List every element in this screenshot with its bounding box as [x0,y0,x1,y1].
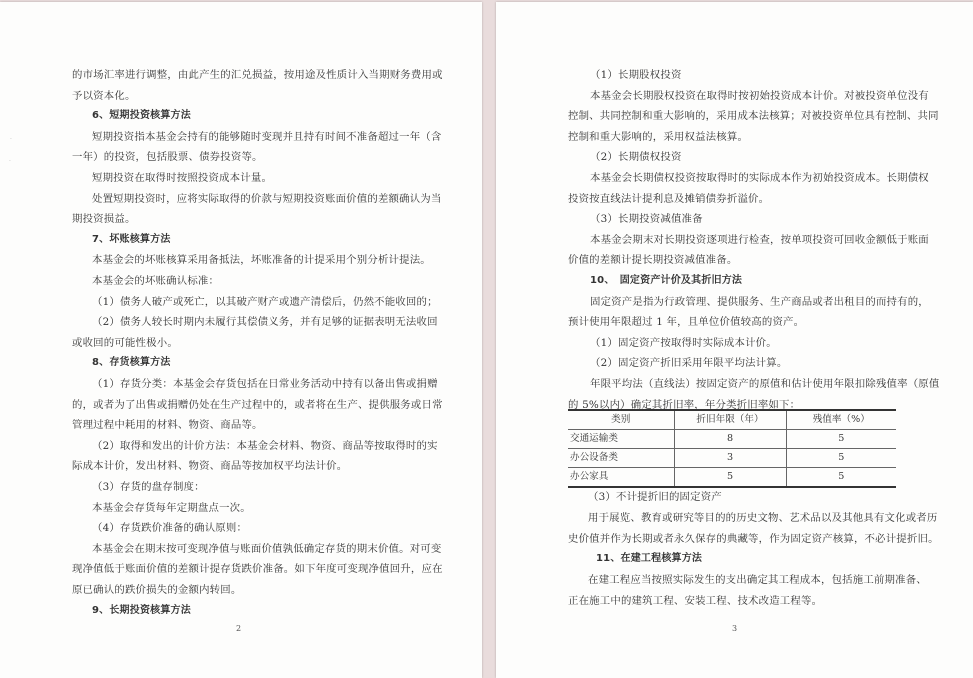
paragraph-line: （4）存货跌价准备的确认原则： [92,522,248,535]
table-row [568,449,896,468]
paragraph-line: 本基金会的坏账确认标准： [92,275,220,287]
paragraph-line: 在建工程应当按照实际发生的支出确定其工程成本，包括施工前期准备、 [588,574,927,587]
paragraph-line: 史价值并作为长期或者永久保存的典藏等，作为固定资产核算，不必计提折旧。 [568,532,939,545]
paragraph-line: 控制、共同控制和重大影响的，采用成本法核算；对被投资单位具有控制、共同 [568,110,939,123]
paragraph-line: 一年）的投资，包括股票、债券投资等。 [72,151,263,164]
paragraph-line: （1）存货分类：本基金会存货包括在日常业务活动中持有以备出售或捐赠 [92,378,438,390]
paragraph-line: 的，或者为了出售或捐赠仍处在生产过程中的，或者将在生产、提供服务或日常 [72,398,443,411]
paragraph-line: 处置短期投资时，应将实际取得的价款与短期投资账面价值的差额确认为当 [92,192,442,205]
table-header-cell: 残值率（%） [786,410,896,430]
paragraph-line: （1）债务人破产或死亡，以其破产财产或遗产清偿后，仍然不能收回的； [92,295,438,308]
paragraph-line: （1）固定资产按取得时实际成本计价。 [590,336,777,349]
page-number: 2 [236,624,242,633]
paragraph-line: 本基金会在期末按可变现净值与账面价值孰低确定存货的期末价值。对可变 [92,542,442,555]
table-row [568,430,896,449]
paragraph-line: 管理过程中耗用的材料、物资、商品等。 [72,419,263,432]
table-cell: 交通运输类 [568,430,674,449]
paragraph-line: 用于展览、教育或研究等目的的历史文物、艺术品以及其他具有文化或者历 [588,511,938,524]
paragraph-line: 现净值低于账面价值的差额计提存货跌价准备。如下年度可变现净值回升，应在 [72,563,443,576]
paragraph-line: 预计使用年限超过 1 年，且单位价值较高的资产。 [568,316,805,329]
paragraph-line: 原已确认的跌价损失的金额内转回。 [72,584,242,596]
paragraph-line: 固定资产是指为行政管理、提供服务、生产商品或者出租目的而持有的， [590,295,929,308]
paragraph-line: 短期投资指本基金会持有的能够随时变现并且持有时间不准备超过一年（含 [92,130,442,143]
paragraph-line: 本基金会长期债权投资按取得时的实际成本作为初始投资成本。长期债权 [590,172,929,184]
section-heading: 6、短期投资核算方法 [92,110,191,122]
paragraph-line: 本基金会长期股权投资在取得时按初始投资成本计价。对被投资单位没有 [590,89,929,102]
table-cell: 5 [674,468,786,488]
section-heading: 9、长期投资核算方法 [92,604,191,616]
paragraph-line: （3）不计提折旧的固定资产 [588,491,722,503]
paragraph-line: （2）债务人较长时期内未履行其偿债义务，并有足够的证据表明无法收回 [92,316,438,329]
paragraph-line: 短期投资在取得时按照投资成本计量。 [92,172,273,184]
document-page-2 [0,2,482,678]
paragraph-line: （2）固定资产折旧采用年限平均法计算。 [590,357,788,370]
paragraph-line: 控制和重大影响的，采用权益法核算。 [568,130,749,143]
table-cell: 办公家具 [568,468,674,488]
paragraph-line: （1）长期股权投资 [590,69,682,81]
paragraph-line: 本基金会的坏账核算采用备抵法，坏账准备的计提采用个别分析计提法。 [92,254,431,267]
paragraph-line: （2）长期债权投资 [590,151,682,164]
table-cell: 5 [786,449,896,468]
document-page-3 [496,2,973,678]
section-heading: 7、坏账核算方法 [92,233,171,245]
paragraph-line: 投资按直线法计提利息及摊销债券折溢价。 [568,192,770,205]
section-heading: 10、 固定资产计价及其折旧方法 [590,275,743,286]
scan-mark: · [9,158,11,165]
section-heading: 11、在建工程核算方法 [596,553,703,565]
page-number: 3 [732,624,738,633]
section-heading: 8、存货核算方法 [92,357,171,369]
paragraph-line: 期投资损益。 [72,213,136,226]
paragraph-line: 本基金会存货每年定期盘点一次。 [92,501,251,514]
paragraph-line: 予以资本化。 [72,89,136,102]
paragraph-line: （3）长期投资减值准备 [590,213,703,226]
paragraph-line: 年限平均法（直线法）按固定资产的原值和估计使用年限扣除残值率（原值 [590,378,940,390]
depreciation-table [568,409,896,488]
table-header-row [568,410,896,430]
paragraph-line: 或收回的可能性极小。 [72,336,178,349]
table-cell: 5 [786,430,896,449]
paragraph-line: 的 5%以内）确定其折旧率，年分类折旧率如下： [568,398,801,411]
table-row [568,468,896,488]
table-cell: 5 [786,468,896,488]
scan-mark: · [10,136,12,143]
table-cell: 办公设备类 [568,449,674,468]
table-header-cell: 类别 [568,410,674,430]
paragraph-line: 价值的差额计提长期投资减值准备。 [568,254,738,267]
paragraph-line: 本基金会期末对长期投资逐项进行检查，按单项投资可回收金额低于账面 [590,233,929,246]
paragraph-line: 际成本计价，发出材料、物资、商品等按加权平均法计价。 [72,460,348,473]
paragraph-line: 正在施工中的建筑工程、安装工程、技术改造工程等。 [568,595,823,607]
paragraph-line: 的市场汇率进行调整，由此产生的汇兑损益，按用途及性质计入当期财务费用或 [72,69,443,81]
table-cell: 8 [674,430,786,449]
table-cell: 3 [674,449,786,468]
paragraph-line: （3）存货的盘存制度： [92,481,205,493]
table-header-cell: 折旧年限（年） [674,410,786,430]
paragraph-line: （2）取得和发出的计价方法：本基金会材料、物资、商品等按取得时的实 [92,439,438,452]
